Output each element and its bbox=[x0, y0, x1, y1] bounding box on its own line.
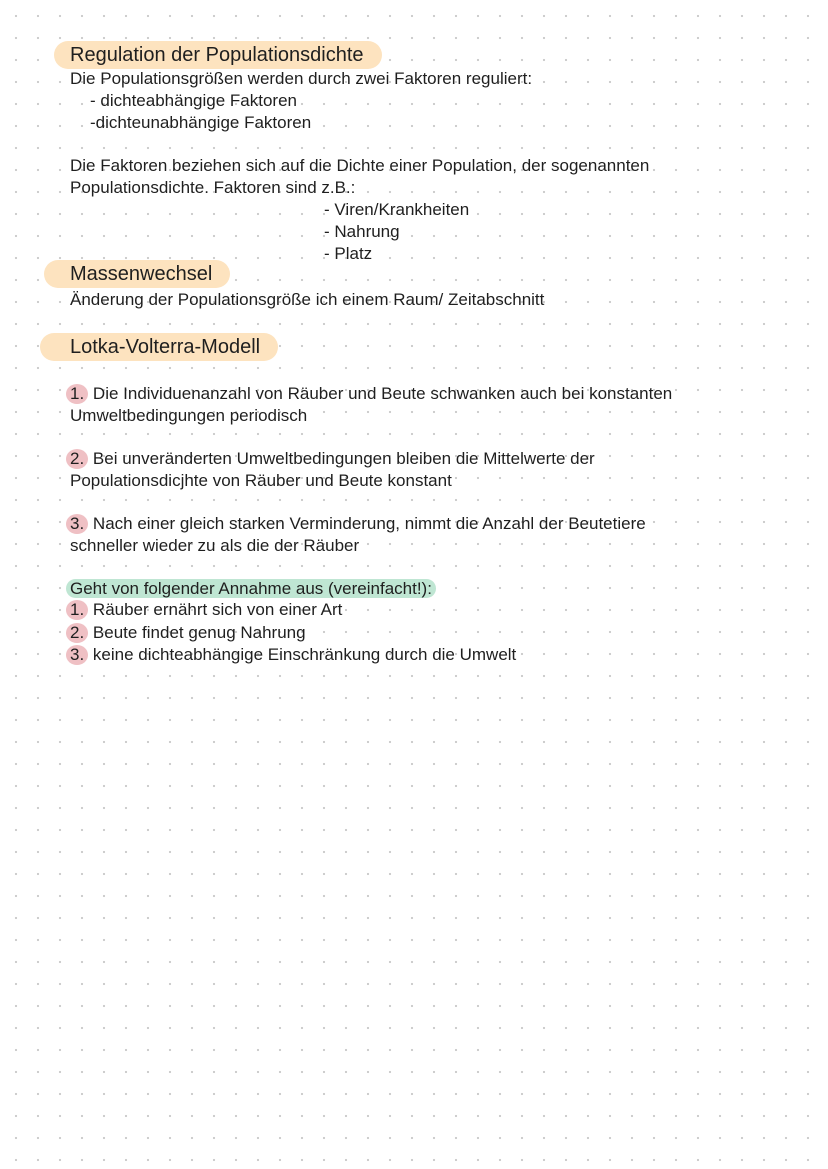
number-badge: 3. bbox=[66, 514, 88, 534]
assumption-heading-text: Geht von folgender Annahme aus (vereinfacht!): bbox=[66, 579, 436, 598]
rule-line-continued: Umweltbedingungen periodisch bbox=[70, 406, 308, 425]
regulation-intro: Die Populationsgrößen werden durch zwei Faktoren reguliert: bbox=[70, 69, 533, 88]
assumption-item bbox=[70, 622, 306, 644]
assumption-item bbox=[70, 599, 342, 621]
example-item: - Nahrung bbox=[324, 222, 400, 241]
assumption-text: Räuber ernährt sich von einer Art bbox=[88, 600, 343, 619]
example-item: - Viren/Krankheiten bbox=[324, 200, 470, 219]
rule-line-continued: Populationsdicjhte von Räuber und Beute konstant bbox=[70, 471, 452, 490]
rule-text: Bei unveränderten Umweltbedingungen bleiben die Mittelwerte der bbox=[88, 449, 595, 468]
example-item: - Platz bbox=[324, 244, 373, 263]
rule-line bbox=[70, 513, 646, 535]
factor-item: -dichteunabhängige Faktoren bbox=[90, 113, 312, 132]
heading-lotka-volterra: Lotka-Volterra-Modell bbox=[40, 333, 278, 361]
number-badge: 1. bbox=[66, 600, 88, 620]
heading-regulation: Regulation der Populationsdichte bbox=[54, 41, 382, 69]
regulation-paragraph-line: Populationsdichte. Faktoren sind z.B.: bbox=[70, 178, 356, 197]
factor-item: - dichteabhängige Faktoren bbox=[90, 91, 297, 110]
rule-line bbox=[70, 383, 672, 405]
assumption-heading bbox=[70, 578, 436, 600]
assumption-item bbox=[70, 644, 516, 666]
assumption-text: Beute findet genug Nahrung bbox=[88, 623, 306, 642]
regulation-paragraph-line: Die Faktoren beziehen sich auf die Dichte einer Population, der sogenannten bbox=[70, 156, 650, 175]
rule-line bbox=[70, 448, 595, 470]
number-badge: 2. bbox=[66, 623, 88, 643]
heading-massenwechsel: Massenwechsel bbox=[44, 260, 230, 288]
number-badge: 3. bbox=[66, 645, 88, 665]
massenwechsel-text: Änderung der Populationsgröße ich einem Raum/ Zeitabschnitt bbox=[70, 290, 545, 309]
rule-line-continued: schneller wieder zu als die der Räuber bbox=[70, 536, 360, 555]
rule-text: Die Individuenanzahl von Räuber und Beute schwanken auch bei konstanten bbox=[88, 384, 673, 403]
assumption-text: keine dichteabhängige Einschränkung durch die Umwelt bbox=[88, 645, 517, 664]
rule-text: Nach einer gleich starken Verminderung, nimmt die Anzahl der Beutetiere bbox=[88, 514, 646, 533]
number-badge: 1. bbox=[66, 384, 88, 404]
number-badge: 2. bbox=[66, 449, 88, 469]
